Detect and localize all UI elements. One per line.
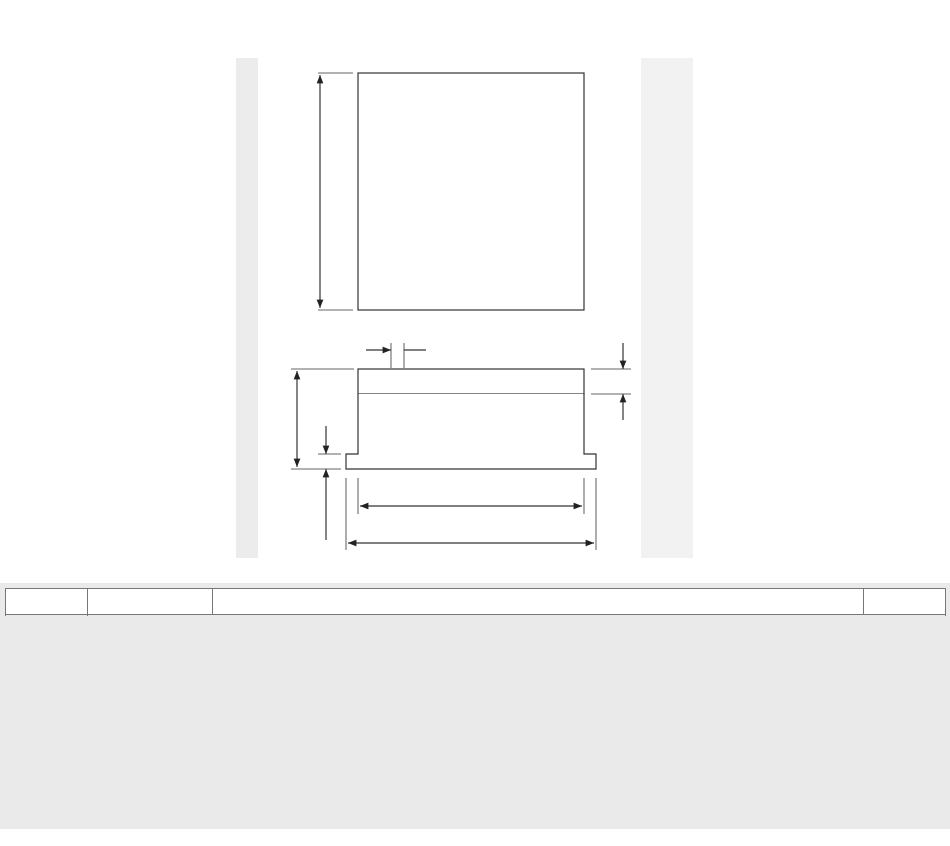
- dimension-diagram: [236, 58, 693, 558]
- side-view-base: [346, 394, 596, 469]
- spec-table-panel: [0, 583, 950, 829]
- col-weight: [864, 589, 946, 615]
- col-main-dimensions: [213, 589, 864, 615]
- side-view-top: [358, 369, 584, 394]
- header-row-group: [6, 589, 946, 615]
- col-imperial: [6, 589, 88, 615]
- textured-edge: [641, 58, 693, 558]
- spec-table: [5, 588, 946, 615]
- col-model: [88, 589, 213, 615]
- top-view: [358, 73, 584, 310]
